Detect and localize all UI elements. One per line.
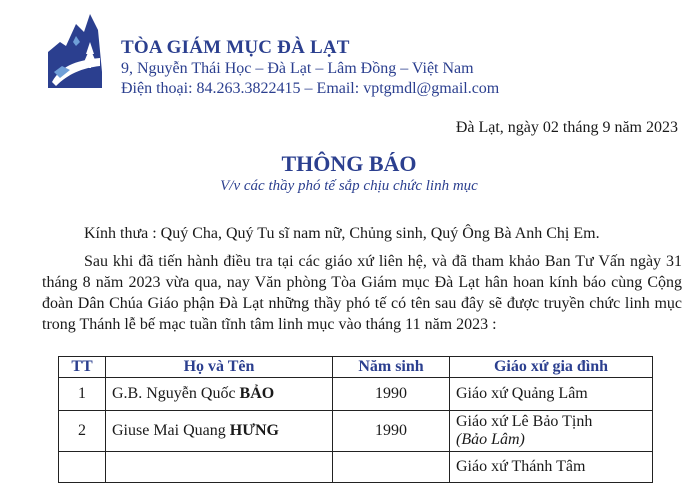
greeting-line: Kính thưa : Quý Cha, Quý Tu sĩ nam nữ, Chủng sinh, Quý Ông Bà Anh Chị Em. [84, 225, 600, 242]
name-surname: HƯNG [229, 422, 279, 439]
column-header-parish: Giáo xứ gia đình [450, 357, 653, 378]
ordination-table [58, 356, 653, 483]
table-row [59, 452, 653, 483]
column-header-birth-year: Năm sinh [333, 357, 450, 378]
name-prefix: G.B. Nguyễn Quốc [112, 385, 240, 402]
birth-year: 1990 [333, 378, 450, 411]
home-parish [450, 452, 653, 483]
name-prefix: Giuse Mai Quang [112, 422, 230, 439]
person-name [106, 411, 333, 452]
table-header-row [59, 357, 653, 378]
diocese-name: TÒA GIÁM MỤC ĐÀ LẠT [121, 37, 350, 58]
parish-note: (Bảo Lâm) [456, 431, 525, 448]
diocese-logo [46, 12, 104, 90]
table-row [59, 411, 653, 452]
birth-year: 1990 [333, 411, 450, 452]
table-row [59, 378, 653, 411]
row-number: 2 [59, 411, 106, 452]
document-date: Đà Lạt, ngày 02 tháng 9 năm 2023 [455, 119, 678, 136]
column-header-tt: TT [59, 357, 106, 378]
person-name [106, 452, 333, 483]
person-name [106, 378, 333, 411]
diocese-contact: Điện thoại: 84.263.3822415 – Email: vptgmdl@gmail.com [121, 80, 500, 97]
row-number: 1 [59, 378, 106, 411]
row-number [59, 452, 106, 483]
name-surname: BẢO [239, 385, 275, 402]
birth-year [333, 452, 450, 483]
diocese-address: 9, Nguyễn Thái Học – Đà Lạt – Lâm Đồng – Việt Nam [121, 60, 474, 77]
home-parish [450, 378, 653, 411]
parish-name: Giáo xứ Lê Bảo Tịnh [456, 413, 593, 430]
document-title: THÔNG BÁO [281, 151, 417, 176]
column-header-name: Họ và Tên [106, 357, 333, 378]
document-subtitle: V/v các thầy phó tế sắp chịu chức linh mục [220, 178, 478, 194]
parish-name: Giáo xứ Quảng Lâm [456, 385, 588, 402]
parish-name: Giáo xứ Thánh Tâm [456, 458, 586, 475]
body-paragraph: Sau khi đã tiến hành điều tra tại các giáo xứ liên hệ, và đã tham khảo Ban Tư Vấn ngày 31 tháng 8 năm 2023 vừa qua, nay Văn phòng Tòa Giám mục Đà Lạt hân hoan kính báo cùng Cộng đoàn Dân Chúa Giáo phận Đà Lạt những thầy phó tế có tên sau đây sẽ được truyền chức linh mục trong Thánh lễ bế mạc tuần tĩnh tâm linh mục vào tháng 11 năm 2023 : [42, 253, 682, 333]
home-parish [450, 411, 653, 452]
